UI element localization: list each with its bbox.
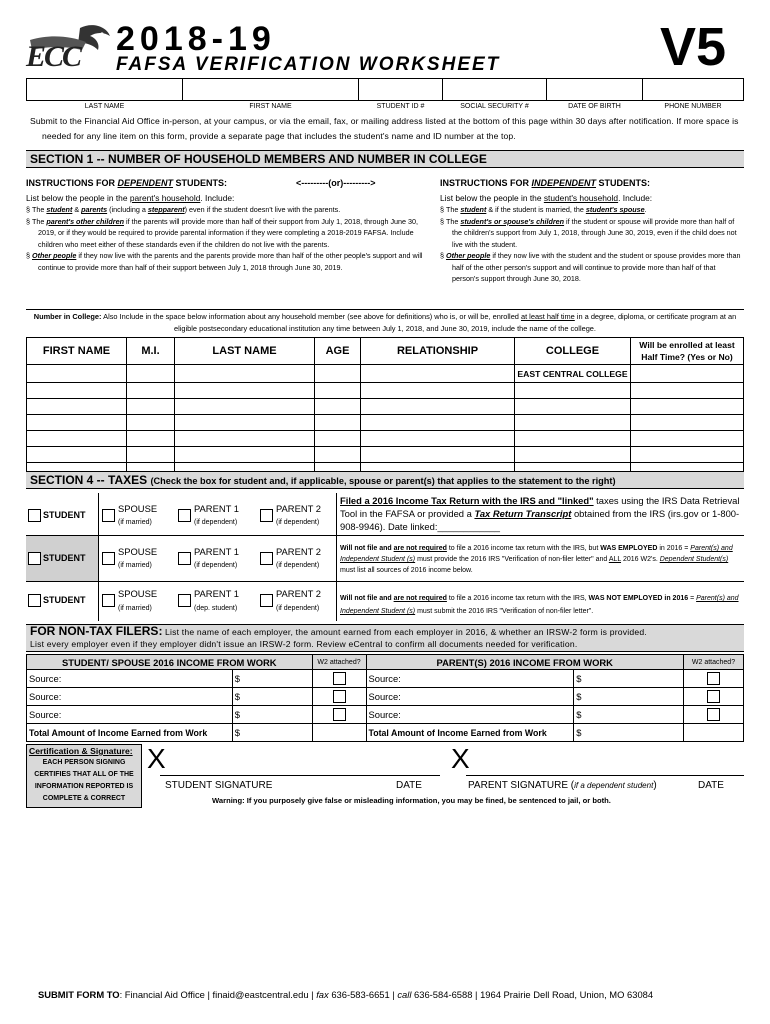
row3-b: are not required (393, 595, 447, 602)
household-cell[interactable] (175, 383, 315, 399)
parent-income-heading: PARENT(S) 2016 INCOME FROM WORK (366, 655, 684, 670)
row3-c: to file a 2016 income tax return with the IRS, (446, 595, 589, 602)
household-row (27, 415, 744, 431)
bullet: § (26, 251, 30, 260)
w2-heading-right: W2 attached? (684, 655, 744, 670)
phone-label: PHONE NUMBER (664, 103, 722, 111)
household-cell[interactable] (631, 431, 744, 447)
logo-text: ECC (26, 40, 81, 73)
household-cell[interactable] (127, 399, 175, 415)
empty-cell (312, 724, 366, 742)
dep-bullet-3 (26, 250, 432, 273)
bullet: § (440, 205, 444, 214)
row3-e: = (688, 595, 697, 602)
household-cell[interactable] (361, 399, 515, 415)
parent-source-input[interactable]: Source: (366, 688, 574, 706)
ind-heading-part: INSTRUCTIONS FOR (440, 178, 532, 188)
independent-instructions (440, 193, 744, 285)
row2-i: 2016 W2's. (621, 556, 660, 563)
student-income-heading: STUDENT/ SPOUSE 2016 INCOME FROM WORK (27, 655, 313, 670)
independent-heading (440, 178, 650, 188)
version-label: V5 (660, 17, 727, 77)
col-mi: M.I. (127, 338, 175, 365)
worksheet-title: FAFSA VERIFICATION WORKSHEET (116, 54, 501, 75)
parent-source-input[interactable]: Source: (366, 706, 574, 724)
parent-signature-line[interactable] (466, 775, 744, 776)
dep-b2-b: parent's other children (46, 216, 124, 226)
household-cell[interactable] (361, 447, 515, 463)
household-cell[interactable] (175, 447, 315, 463)
row3-f: Parent(s) and Independent Student (s) (340, 595, 739, 615)
student-x-mark: X (147, 743, 166, 774)
student-w2-checkbox[interactable] (333, 690, 346, 703)
footer-text-b: 636-583-6651 | (328, 989, 398, 1000)
parent-date-label: DATE (698, 780, 724, 791)
row2-d: WAS EMPLOYED (600, 545, 658, 552)
parent2-checkbox-3[interactable] (260, 594, 273, 607)
parent2-checkbox-1[interactable] (260, 509, 273, 522)
household-cell[interactable] (127, 365, 175, 383)
ind-b1-e: . (644, 205, 647, 214)
student-id-input[interactable] (359, 79, 443, 101)
row2-h: ALL (608, 556, 622, 563)
household-row (27, 399, 744, 415)
row2-j: Dependent Student(s) (659, 556, 729, 563)
household-header-row (27, 338, 744, 365)
dep-bullet-2 (26, 216, 432, 251)
parent-sig-b: if a dependent student (574, 781, 654, 790)
if-married-label: (if married) (118, 605, 152, 612)
first-name-input[interactable] (183, 79, 359, 101)
nic-label: Number in College: (33, 312, 102, 321)
household-cell[interactable] (631, 415, 744, 431)
spouse-label: SPOUSE (118, 546, 158, 557)
household-cell[interactable] (27, 399, 127, 415)
dep-b2-c: if the parents will provide more than half of their support from July 1, 2018, through June 30, 2019, or if they would be required to provide parental information if they were completing a 2018-2019 FAFSA. Include children who meet either of these standards even if the children do not live with the parents. (38, 216, 419, 249)
income-row (27, 670, 744, 688)
row1-a: Filed a 2016 Income Tax Return with the IRS and "linked" (340, 495, 594, 506)
dob-label: DATE OF BIRTH (568, 103, 621, 111)
household-cell[interactable] (175, 365, 315, 383)
parent-total-label: Total Amount of Income Earned from Work (366, 724, 574, 742)
dep-student-label: (dep. student) (194, 605, 238, 612)
tax-status-grid (26, 493, 744, 621)
household-cell[interactable] (631, 399, 744, 415)
student-label: STUDENT (43, 553, 86, 563)
dep-b3-a: Other people (32, 251, 77, 260)
dep-heading-end: STUDENTS: (173, 178, 228, 188)
household-row (27, 431, 744, 447)
divider-line (336, 493, 337, 621)
parent1-label: PARENT 1 (194, 546, 239, 557)
household-cell[interactable] (515, 415, 631, 431)
ind-b1-c: & if the student is married, the (486, 205, 586, 214)
section4-subtitle: (Check the box for student and, if applicable, spouse or parent(s) that applies to the statement to the right) (150, 476, 616, 486)
bullet: § (440, 251, 444, 260)
last-name-label: LAST NAME (84, 103, 125, 111)
footer-text-a: : Financial Aid Office | finaid@eastcentral.edu | (119, 989, 317, 1000)
cert-title: Certification & Signature: (29, 746, 133, 756)
ind-b3-a: Other people (446, 251, 491, 260)
spouse-checkbox-1[interactable] (102, 509, 115, 522)
household-cell[interactable] (631, 365, 744, 383)
parent2-label: PARENT 2 (276, 546, 321, 557)
household-cell[interactable] (515, 447, 631, 463)
col-relationship: RELATIONSHIP (361, 338, 515, 365)
spouse-label: SPOUSE (118, 503, 158, 514)
row2-a: Will not file and (340, 545, 394, 552)
if-married-label: (if married) (118, 519, 152, 526)
parent2-label: PARENT 2 (276, 503, 321, 514)
nontax-text-2: List every employer even if they employer didn't issue an IRSW-2 form. Review eCentral to confirm all documents needed for verification. (30, 639, 578, 649)
household-cell[interactable] (27, 383, 127, 399)
dep-list-intro (26, 193, 432, 204)
ind-bullet-3 (440, 250, 744, 285)
cert-text: EACH PERSON SIGNING CERTIFIES THAT ALL OF THE INFORMATION REPORTED IS COMPLETE & CORRECT (34, 759, 134, 802)
household-cell[interactable] (315, 415, 361, 431)
tax-statement-1 (340, 494, 742, 533)
student-total-input[interactable]: $ (232, 724, 312, 742)
ind-list-intro (440, 193, 744, 204)
parent-w2-checkbox[interactable] (707, 672, 720, 685)
or-divider: <---------(or)---------> (296, 178, 376, 188)
empty-cell (684, 724, 744, 742)
col-half-time: Will be enrolled at least Half Time? (Yes or No) (631, 338, 744, 365)
tax-row-2 (26, 536, 336, 581)
row2-g: must provide the 2016 IRS "Verification of non-filer letter" and (415, 556, 609, 563)
if-dependent-label: (if dependent) (276, 562, 320, 569)
if-married-label: (if married) (118, 562, 152, 569)
row1-d: obtained from the IRS (irs.gov or 1-800-908-9946). Date linked:____________ (340, 508, 740, 532)
tax-row-1 (26, 493, 336, 535)
nontax-title: FOR NON-TAX FILERS: (30, 624, 163, 638)
submit-instructions: Submit to the Financial Aid Office in-person, at your campus, or via the email, fax, or mailing address listed at the bottom of this page within 30 days after notification. If more space is needed for any line item on this form, provide a separate page that includes the student's name and ID number at the top. (30, 116, 739, 141)
household-cell[interactable] (175, 431, 315, 447)
col-age: AGE (315, 338, 361, 365)
ind-bullet-1 (440, 204, 744, 216)
dep-b1-c: & (72, 205, 82, 214)
student-id-fields (26, 78, 744, 113)
worksheet-year: 2018-19 (116, 20, 276, 58)
ind-b1-b: student (460, 205, 487, 214)
household-cell[interactable] (315, 447, 361, 463)
col-last-name: LAST NAME (175, 338, 315, 365)
college-first-row: EAST CENTRAL COLLEGE (515, 365, 631, 383)
parent-signature-label (468, 781, 657, 791)
ind-b1-a: The (446, 205, 461, 214)
row2-f: Parent(s) and Independent Student (s) (340, 545, 733, 563)
income-row (27, 706, 744, 724)
household-cell[interactable] (361, 415, 515, 431)
section1-header (26, 150, 744, 168)
row2-k: must list all sources of 2016 income below. (340, 567, 473, 574)
household-cell[interactable] (361, 431, 515, 447)
parent-sig-a: PARENT SIGNATURE ( (468, 780, 575, 791)
last-name-input[interactable] (27, 79, 183, 101)
student-signature-label: STUDENT SIGNATURE (165, 780, 273, 791)
row3-a: Will not file and (340, 595, 394, 602)
spouse-checkbox-2[interactable] (102, 552, 115, 565)
parent-total-input[interactable]: $ (574, 724, 684, 742)
dependent-instructions (26, 193, 432, 273)
w2-heading-left: W2 attached? (312, 655, 366, 670)
household-cell[interactable] (127, 383, 175, 399)
nic-text-a: Also Include in the space below information about any household member (see above for definitions) who is, or will be, enrolled (101, 312, 521, 321)
if-dependent-label: (if dependent) (276, 519, 320, 526)
student-w2-checkbox[interactable] (333, 708, 346, 721)
ind-list-a: List below the people in the (440, 193, 544, 203)
parent2-label: PARENT 2 (276, 588, 321, 599)
household-cell[interactable] (361, 365, 515, 383)
warning-text: Warning: If you purposely give false or misleading information, you may be fined, be sentenced to jail, or both. (212, 796, 611, 805)
household-cell[interactable] (315, 431, 361, 447)
household-cell[interactable] (127, 431, 175, 447)
row2-b: are not required (393, 545, 447, 552)
spouse-checkbox-3[interactable] (102, 594, 115, 607)
household-row (27, 383, 744, 399)
bullet: § (26, 205, 30, 214)
parent-w2-checkbox[interactable] (707, 690, 720, 703)
household-cell[interactable] (631, 383, 744, 399)
household-cell[interactable] (515, 431, 631, 447)
income-total-row (27, 724, 744, 742)
student-amount-input[interactable]: $ (232, 670, 312, 688)
student-checkbox-3[interactable] (28, 594, 41, 607)
household-cell[interactable] (27, 431, 127, 447)
student-source-input[interactable]: Source: (27, 670, 233, 688)
if-dependent-label: (if dependent) (194, 562, 238, 569)
student-amount-input[interactable]: $ (232, 706, 312, 724)
phone-input[interactable] (643, 79, 744, 101)
parent1-checkbox-1[interactable] (178, 509, 191, 522)
footer-lead: SUBMIT FORM TO (38, 989, 120, 1000)
parent-amount-input[interactable]: $ (574, 688, 684, 706)
parent-amount-input[interactable]: $ (574, 670, 684, 688)
household-cell[interactable] (27, 365, 127, 383)
household-cell[interactable] (515, 399, 631, 415)
student-checkbox-2[interactable] (28, 552, 41, 565)
ind-b3-b: if they now live with the student and the student or spouse provides more than half of the other person's support and will continue to provide more than half of that person's support through June 30, 2018. (452, 251, 741, 283)
household-cell[interactable] (127, 415, 175, 431)
parent-amount-input[interactable]: $ (574, 706, 684, 724)
household-cell[interactable] (27, 447, 127, 463)
tax-statement-3 (340, 592, 742, 618)
dep-heading-part: INSTRUCTIONS FOR (26, 178, 118, 188)
ind-b2-a: The (446, 216, 461, 226)
household-cell[interactable] (175, 399, 315, 415)
income-row (27, 688, 744, 706)
dep-heading-emph: DEPENDENT (117, 178, 174, 188)
household-cell[interactable] (631, 447, 744, 463)
parent1-label: PARENT 1 (194, 503, 239, 514)
parent1-checkbox-3[interactable] (178, 594, 191, 607)
student-source-input[interactable]: Source: (27, 688, 233, 706)
ind-list-c: . Include: (618, 193, 653, 203)
certification-box (26, 744, 142, 808)
nontax-header (26, 624, 744, 652)
household-row (27, 365, 744, 383)
household-cell[interactable] (315, 365, 361, 383)
dep-b1-a: The (32, 205, 47, 214)
dep-b1-g: ) even if the student doesn't live with the parents. (184, 205, 341, 214)
submit-form-footer (38, 990, 748, 1000)
household-cell[interactable] (27, 415, 127, 431)
row2-e: in 2016 = (657, 545, 691, 552)
dep-list-c: . Include: (200, 193, 235, 203)
household-cell[interactable] (175, 415, 315, 431)
household-row (27, 447, 744, 463)
student-signature-line[interactable] (160, 775, 440, 776)
ind-heading-emph: INDEPENDENT (531, 178, 597, 188)
ind-list-b: student's household (543, 193, 619, 203)
nontax-text-1: List the name of each employer, the amount earned from each employer in 2016, & whether an IRSW-2 form is provided. (162, 627, 647, 637)
if-dependent-label: (if dependent) (194, 519, 238, 526)
dep-b1-e: (including a (107, 205, 148, 214)
student-label: STUDENT (43, 595, 86, 605)
student-total-label: Total Amount of Income Earned from Work (27, 724, 233, 742)
dep-b1-d: parents (81, 205, 108, 214)
footer-fax: fax (316, 989, 329, 1000)
ind-bullet-2 (440, 216, 744, 251)
student-checkbox-1[interactable] (28, 509, 41, 522)
household-cell[interactable] (127, 447, 175, 463)
parent1-label: PARENT 1 (194, 588, 239, 599)
household-cell[interactable] (515, 383, 631, 399)
parent-sig-c: ) (653, 780, 657, 791)
row3-d: WAS NOT EMPLOYED in 2016 (588, 595, 689, 602)
row3-g: must submit the 2016 IRS "Verification of non-filer letter". (415, 608, 594, 615)
dep-bullet-1 (26, 204, 432, 216)
household-cell[interactable] (315, 399, 361, 415)
nic-text-c: in a degree, diploma, or certificate program at an eligible postsecondary educational institution any time between July 1, 2018, and June 30, 2019, include the name of the college. (174, 312, 737, 333)
dep-list-b: parent's household (129, 193, 201, 203)
spouse-label: SPOUSE (118, 588, 158, 599)
row1-b: taxes using the IRS Data Retrieval Tool in the FAFSA or provided a (340, 495, 740, 519)
parent-x-mark: X (451, 743, 470, 774)
household-cell[interactable] (315, 383, 361, 399)
first-name-label: FIRST NAME (249, 103, 292, 111)
parent2-checkbox-2[interactable] (260, 552, 273, 565)
bullet: § (440, 216, 444, 226)
student-label: STUDENT (43, 510, 86, 520)
section4-title: SECTION 4 -- TAXES (30, 473, 148, 487)
tax-statement-2 (340, 543, 742, 576)
student-date-label: DATE (396, 780, 422, 791)
ssn-input[interactable] (443, 79, 547, 101)
ind-b2-b: student's or spouse's children (460, 216, 565, 226)
if-dependent-label: (if dependent) (276, 605, 320, 612)
parent-w2-checkbox[interactable] (707, 708, 720, 721)
household-table (26, 337, 744, 479)
parent-source-input[interactable]: Source: (366, 670, 574, 688)
parent1-checkbox-2[interactable] (178, 552, 191, 565)
dep-list-a: List below the people in the (26, 193, 130, 203)
dep-b3-b: if they now live with the parents and the parents provide more than half of the other people's support and will continue to provide more than half of their support between July 1, 2018 through June 30, 2019. (38, 251, 423, 272)
income-header-row (27, 655, 744, 670)
student-w2-checkbox[interactable] (333, 672, 346, 685)
col-first-name: FIRST NAME (27, 338, 127, 365)
ind-heading-end: STUDENTS: (596, 178, 651, 188)
col-college: COLLEGE (515, 338, 631, 365)
dob-input[interactable] (547, 79, 643, 101)
bullet: § (26, 216, 30, 226)
college-logo (20, 20, 112, 76)
row1-c: Tax Return Transcript (474, 508, 572, 519)
student-id-label: STUDENT ID # (376, 103, 425, 111)
row2-c: to file a 2016 income tax return with the IRS, but (446, 545, 601, 552)
section1-title: SECTION 1 -- NUMBER OF HOUSEHOLD MEMBERS AND NUMBER IN COLLEGE (30, 152, 487, 166)
dep-b2-a: The (32, 216, 47, 226)
footer-call: call (397, 989, 412, 1000)
ind-b1-d: student's spouse (585, 205, 645, 214)
dep-b1-f: stepparent (147, 205, 185, 214)
number-in-college-note (26, 309, 744, 335)
nic-text-b: at least half time (520, 312, 575, 321)
dependent-heading (26, 178, 227, 188)
dep-b1-b: student (46, 205, 73, 214)
footer-text-c: 636-584-6588 | 1964 Prairie Dell Road, Union, MO 63084 (411, 989, 654, 1000)
income-from-work-table (26, 654, 744, 742)
ind-b2-c: if the student or spouse will provide more than half of the children's support from July 1, 2018, through June 30, 2019, even if the child does not live with the student. (452, 216, 737, 249)
ssn-label: SOCIAL SECURITY # (460, 103, 529, 111)
student-amount-input[interactable]: $ (232, 688, 312, 706)
household-cell[interactable] (361, 383, 515, 399)
section4-header (26, 471, 744, 489)
student-source-input[interactable]: Source: (27, 706, 233, 724)
tax-row-3 (26, 582, 336, 621)
